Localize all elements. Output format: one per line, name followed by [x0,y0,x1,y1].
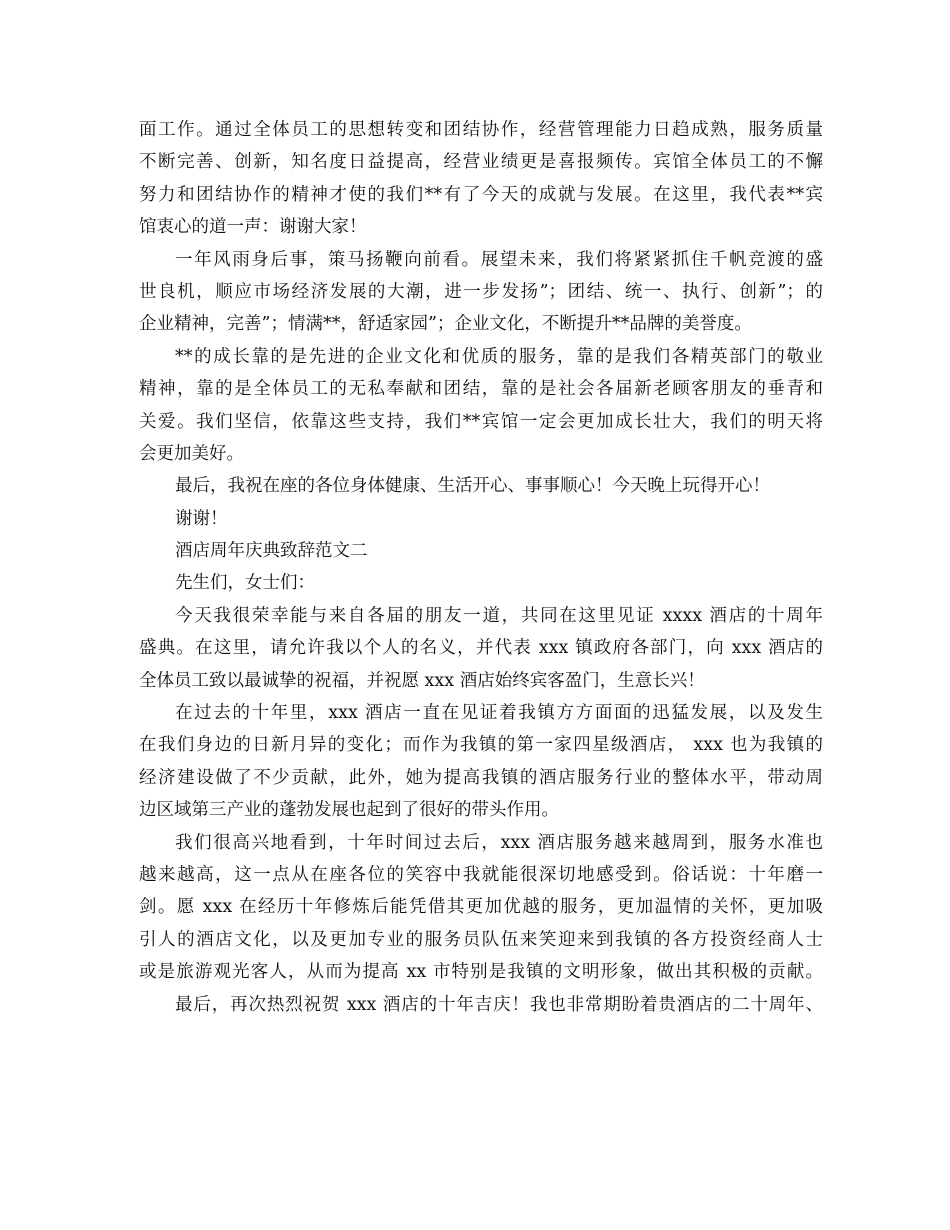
text-line: 最后，我祝在座的各位身体健康、生活开心、事事顺心！今天晚上玩得开心！ [175,476,770,497]
text-line: 或是旅游观光客人，从而为提高 xx 市特别是我镇的文明形象，做出其积极的贡献。 [139,962,823,983]
text-line: **的成长靠的是先进的企业文化和优质的服务，靠的是我们各精英部门的敬业 [175,346,823,367]
text-line: 今天我很荣幸能与来自各届的朋友一道，共同在这里见证 xxxx 酒店的十周年 [175,605,823,626]
text-line: 世良机，顺应市场经济发展的大潮，进一步发扬”；团结、统一、执行、创新”；的 [139,281,823,302]
text-line: 不断完善、创新，知名度日益提高，经营业绩更是喜报频传。宾馆全体员工的不懈 [139,152,823,173]
text-line: 引人的酒店文化，以及更加专业的服务员队伍来笑迎来到我镇的各方投资经商人士 [139,929,823,950]
text-line: 边区域第三产业的蓬勃发展也起到了很好的带头作用。 [139,800,559,821]
text-line: 剑。愿 xxx 在经历十年修炼后能凭借其更加优越的服务，更加温情的关怀，更加吸 [139,897,823,918]
text-line: 馆衷心的道一声：谢谢大家！ [139,217,367,238]
text-line: 努力和团结协作的精神才使的我们**有了今天的成就与发展。在这里，我代表**宾 [139,184,823,205]
text-line: 会更加美好。 [139,443,244,464]
text-line: 全体员工致以最诚挚的祝福，并祝愿 xxx 酒店始终宾客盈门，生意长兴！ [139,670,705,691]
text-line: 一年风雨身后事，策马扬鞭向前看。展望未来，我们将紧紧抓住千帆竞渡的盛 [175,249,823,270]
text-line: 在过去的十年里，xxx 酒店一直在见证着我镇方方面面的迅猛发展，以及发生 [175,703,823,724]
text-line: 盛典。在这里，请允许我以个人的名义，并代表 xxx 镇政府各部门，向 xxx 酒店的 [139,638,823,659]
text-line: 面工作。通过全体员工的思想转变和团结协作，经营管理能力日趋成熟，服务质量 [139,120,823,140]
text-line: 先生们，女士们： [175,573,315,594]
text-line: 越来越高，这一点从在座各位的笑容中我就能很深切地感受到。俗话说：十年磨一 [139,864,823,885]
text-line: 在我们身边的日新月异的变化；而作为我镇的第一家四星级酒店， xxx 也为我镇的 [139,735,823,756]
text-line: 经济建设做了不少贡献，此外，她为提高我镇的酒店服务行业的整体水平，带动周 [139,767,823,788]
text-line: 最后，再次热烈祝贺 xxx 酒店的十年吉庆！我也非常期盼着贵酒店的二十周年、 [175,994,823,1015]
document-body [139,114,823,1021]
text-line: 精神，靠的是全体员工的无私奉献和团结，靠的是社会各届新老顾客朋友的垂青和 [139,379,823,400]
section-heading: 酒店周年庆典致辞范文二 [175,541,368,562]
text-line: 谢谢！ [175,508,228,529]
text-line: 企业精神，完善”；情满**，舒适家园”；企业文化，不断提升**品牌的美誉度。 [139,314,752,335]
text-line: 关爱。我们坚信，依靠这些支持，我们**宾馆一定会更加成长壮大，我们的明天将 [139,411,823,432]
text-line: 我们很高兴地看到，十年时间过去后，xxx 酒店服务越来越周到，服务水准也 [175,832,823,853]
